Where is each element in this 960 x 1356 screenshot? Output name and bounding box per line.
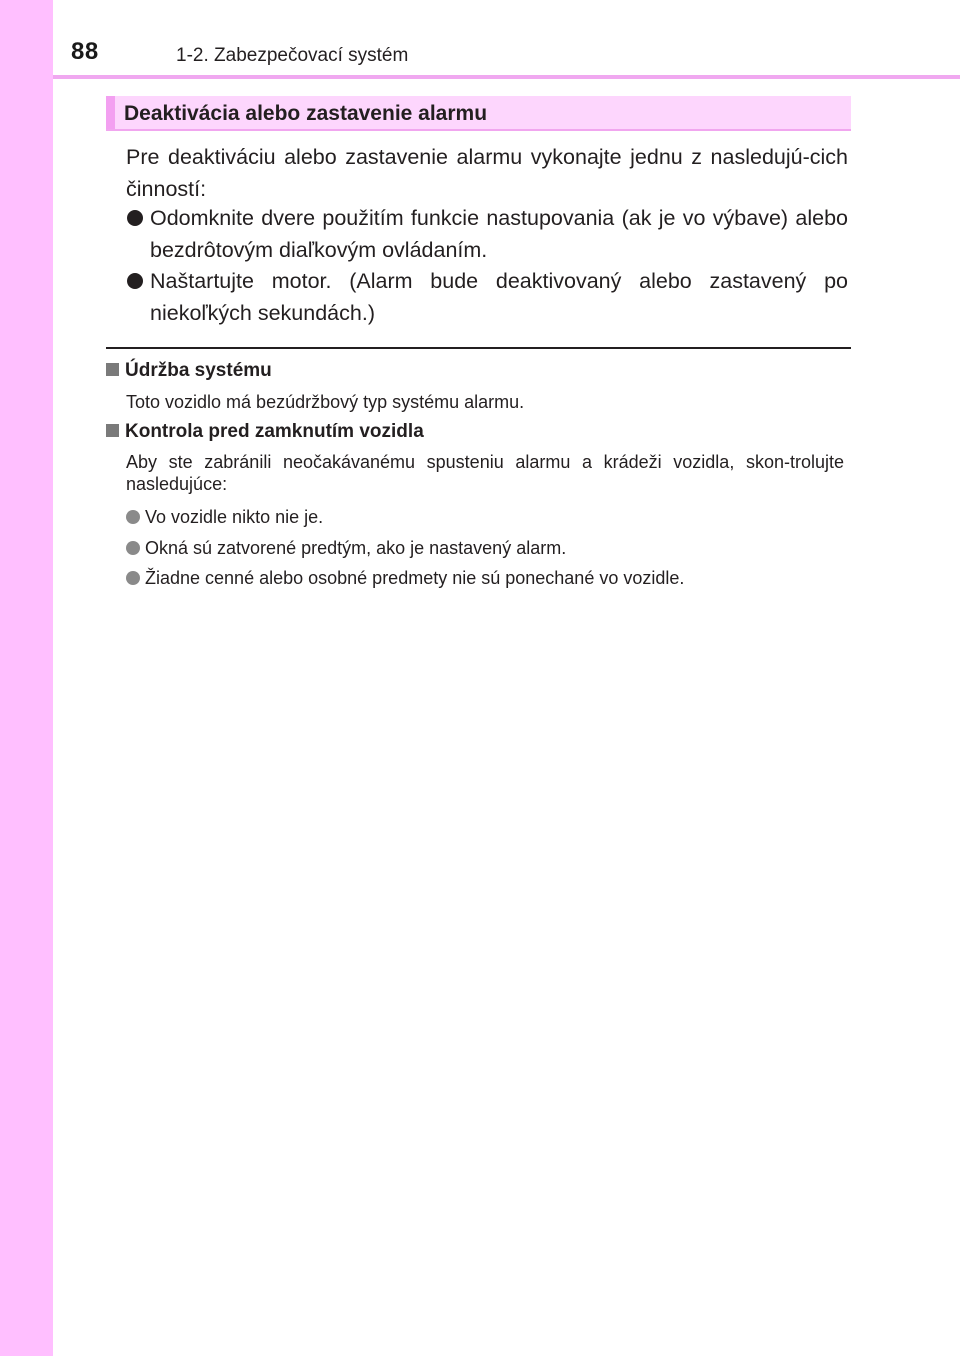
list-item (126, 202, 848, 266)
side-color-band (0, 0, 53, 1356)
bullet-dot-icon (126, 571, 140, 585)
list-item-text: Odomknite dvere použitím funkcie nastupovania (ak je vo výbave) alebo bezdrôtovým diaľkovým ovládaním. (150, 206, 848, 262)
list-item (126, 506, 844, 528)
bullet-dot-icon (127, 273, 143, 289)
section-heading-accent (106, 96, 115, 129)
list-item (126, 537, 844, 559)
bullet-dot-icon (127, 210, 143, 226)
running-head: 1-2. Zabezpečovací systém (176, 45, 409, 66)
note-heading-text: Údržba systému (125, 360, 272, 381)
square-bullet-icon (106, 363, 119, 376)
list-item-text: Vo vozidle nikto nie je. (145, 507, 324, 527)
list-item (126, 567, 844, 589)
section-intro: Pre deaktiváciu alebo zastavenie alarmu vykonajte jednu z nasledujú-cich činností: (126, 145, 848, 201)
bullet-dot-icon (126, 510, 140, 524)
note-heading-text: Kontrola pred zamknutím vozidla (125, 421, 424, 442)
note-text: Aby ste zabránili neočakávanému spusteniu alarmu a krádeži vozidla, skon-trolujte nasledujúce: (126, 452, 844, 494)
note-text: Toto vozidlo má bezúdržbový typ systému alarmu. (126, 392, 525, 412)
section-rule (106, 347, 851, 349)
list-item (126, 265, 848, 329)
page-number: 88 (71, 38, 99, 65)
list-item-text: Naštartujte motor. (Alarm bude deaktivovaný alebo zastavený po niekoľkých sekundách.) (150, 269, 848, 325)
bullet-dot-icon (126, 541, 140, 555)
note-heading (106, 421, 424, 443)
note-heading (106, 360, 272, 382)
square-bullet-icon (106, 424, 119, 437)
list-item-text: Žiadne cenné alebo osobné predmety nie sú ponechané vo vozidle. (145, 568, 685, 588)
header-divider (53, 75, 960, 79)
section-heading (106, 96, 851, 131)
list-item-text: Okná sú zatvorené predtým, ako je nastavený alarm. (145, 538, 567, 558)
section-title: Deaktivácia alebo zastavenie alarmu (124, 102, 488, 125)
